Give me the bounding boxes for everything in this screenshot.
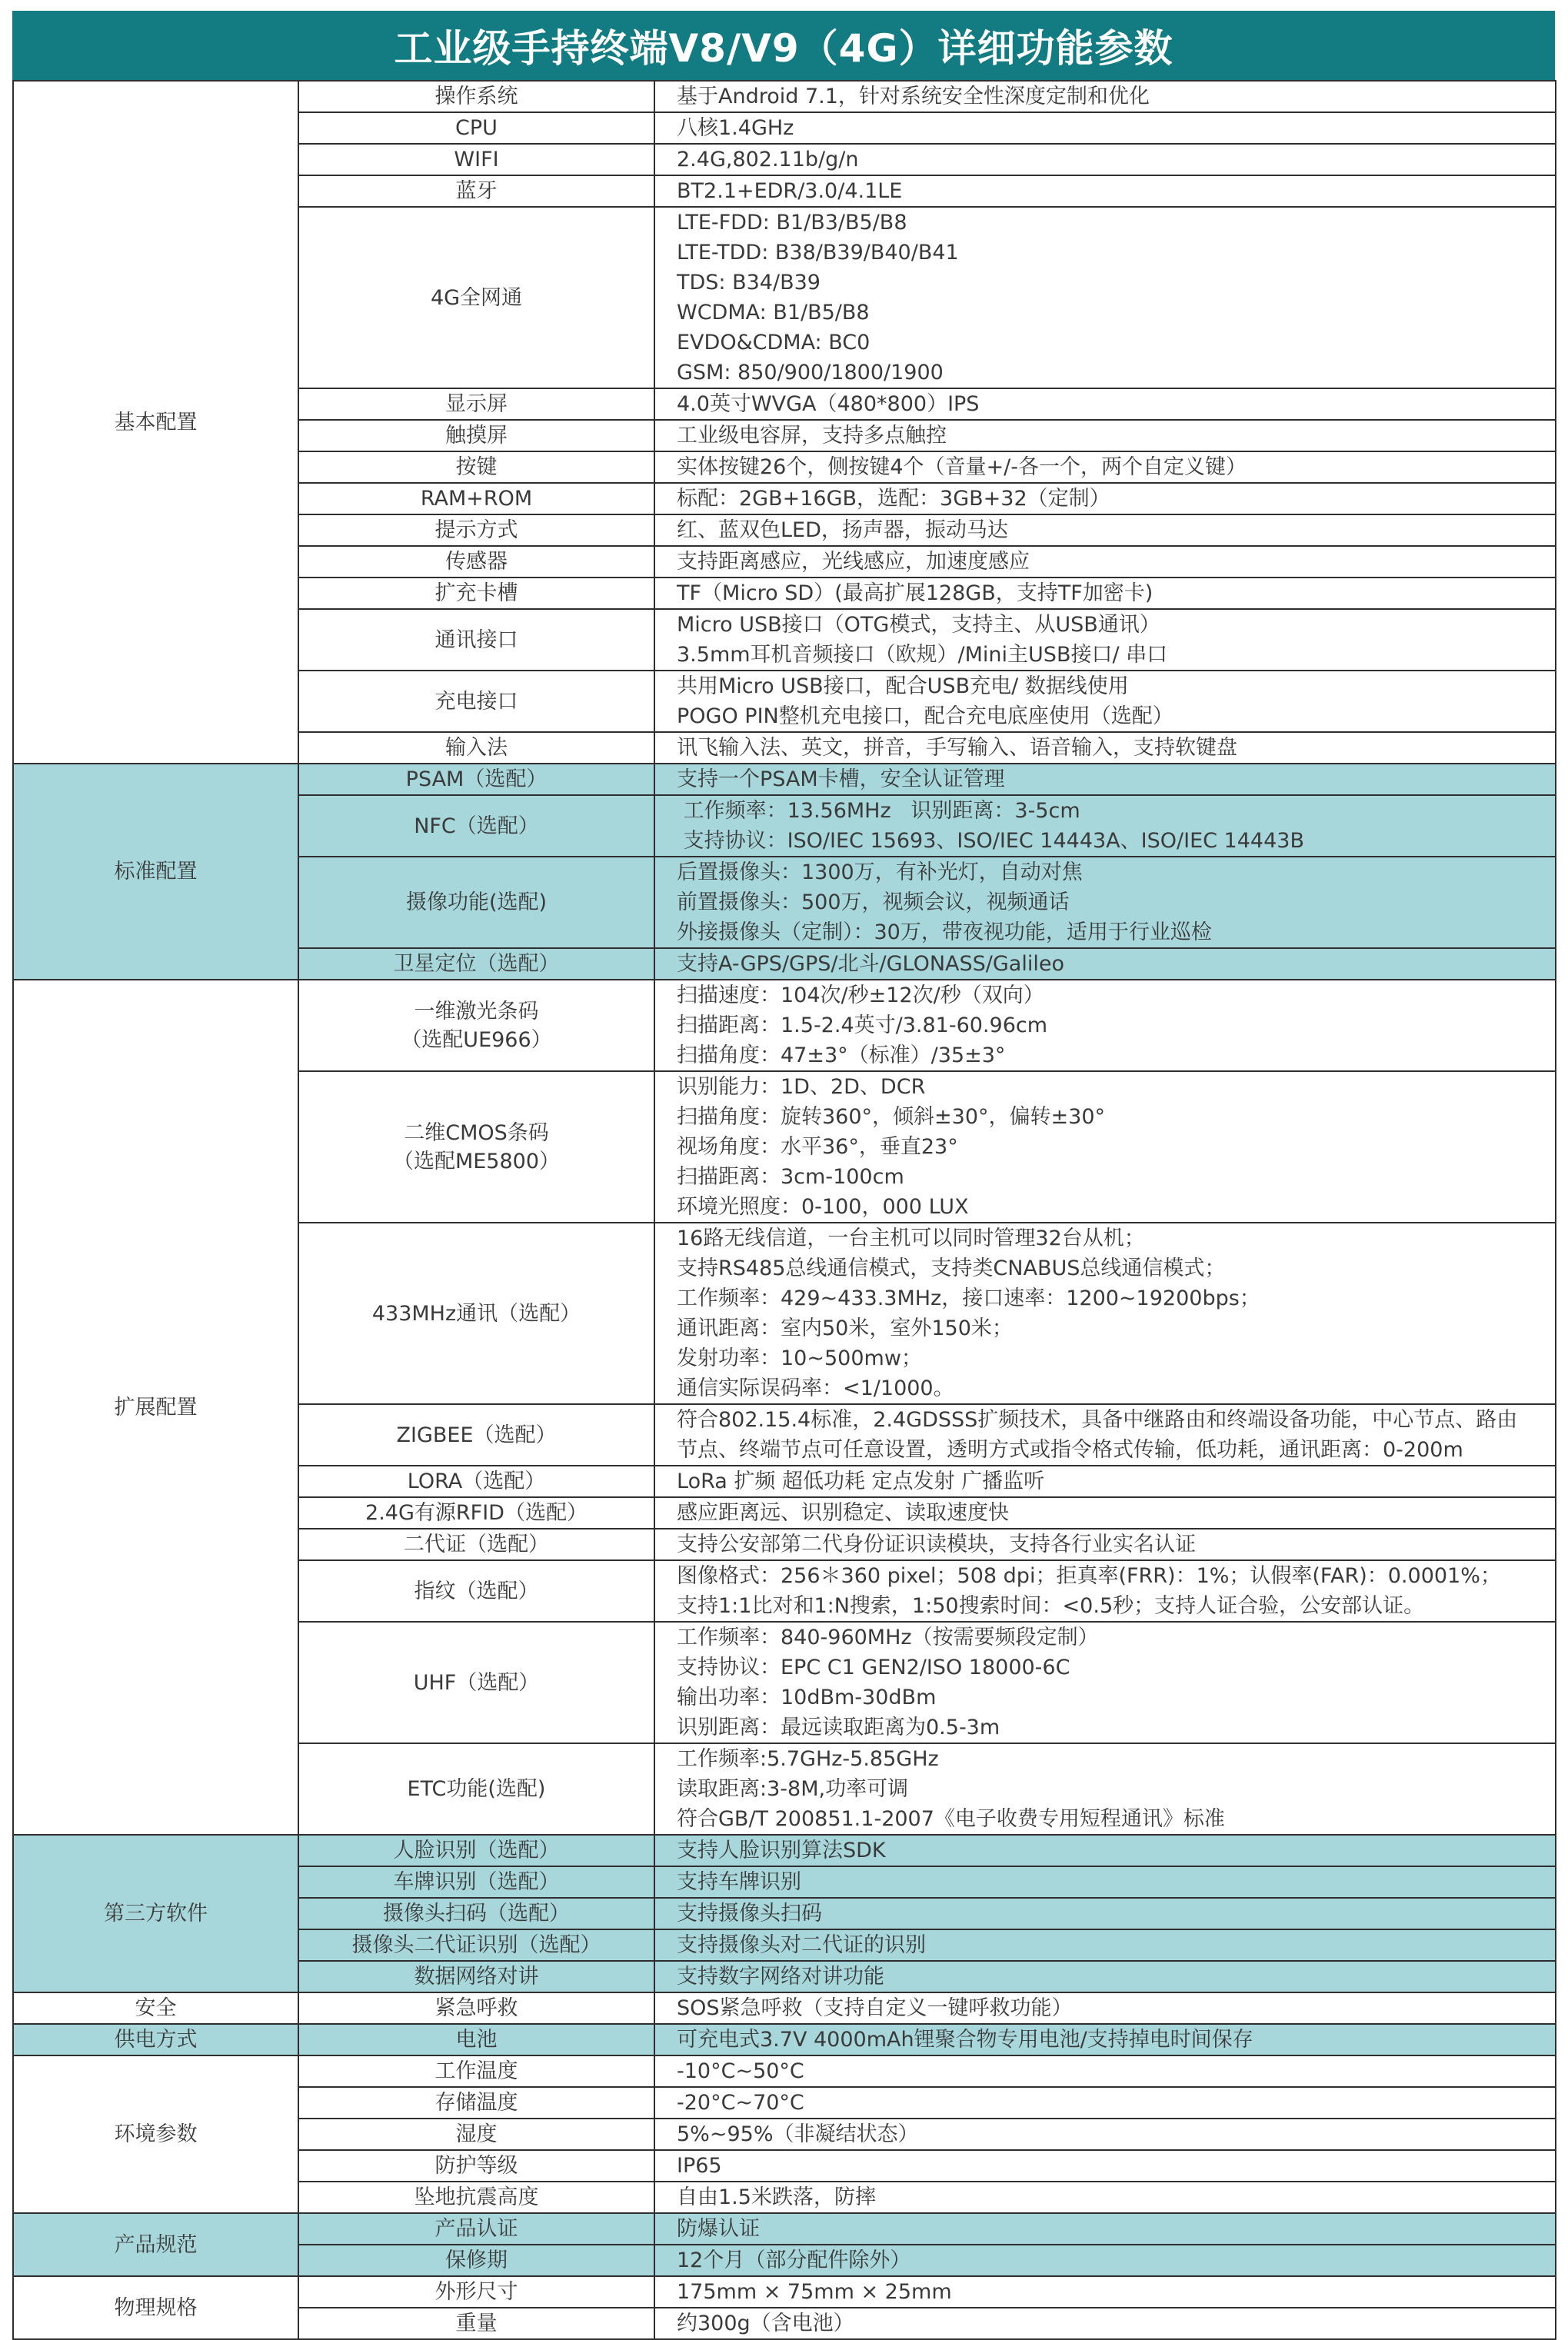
value-cell — [654, 546, 1556, 578]
value-line: 支持协议：EPC C1 GEN2/ISO 18000-6C — [677, 1656, 1070, 1679]
item-cell — [298, 671, 654, 732]
item-cell — [298, 2213, 654, 2245]
value-line: 图像格式：256＊360 pixel；508 dpi；拒真率(FRR)：1%；认假率(FAR)：0.0001%； — [677, 1564, 1501, 1588]
item-label: （选配UE966） — [401, 1027, 552, 1052]
value-line: EVDO&CDMA: BC0 — [677, 331, 871, 354]
item-label: RAM+ROM — [420, 487, 533, 511]
value-cell — [654, 609, 1556, 671]
value-line: 外接摄像头（定制）：30万，带夜视功能，适用于行业巡检 — [677, 920, 1212, 944]
item-cell — [298, 980, 654, 1071]
category-cell — [13, 1992, 298, 2024]
item-label: 保修期 — [445, 2248, 508, 2272]
value-line: -20°C~70°C — [677, 2091, 804, 2115]
item-cell — [298, 1497, 654, 1529]
value-line: 扫描角度：旋转360°，倾斜±30°，偏转±30° — [677, 1105, 1105, 1129]
item-cell — [298, 2150, 654, 2182]
value-line: 支持一个PSAM卡槽，安全认证管理 — [677, 767, 1005, 791]
item-label: ETC功能(选配) — [407, 1777, 546, 1801]
value-cell — [654, 2024, 1556, 2055]
value-cell — [654, 112, 1556, 144]
value-line: 感应距离远、识别稳定、读取速度快 — [677, 1501, 1009, 1525]
item-label: 摄像头二代证识别（选配） — [351, 1933, 601, 1957]
value-line: SOS紧急呼救（支持自定义一键呼救功能） — [677, 1996, 1073, 2020]
item-cell — [298, 175, 654, 207]
category-label: 基本配置 — [114, 410, 198, 434]
item-cell — [298, 514, 654, 546]
value-line: 支持A-GPS/GPS/北斗/GLONASS/Galileo — [677, 952, 1064, 976]
value-line: 环境光照度：0-100，000 LUX — [677, 1195, 969, 1219]
item-cell — [298, 2245, 654, 2276]
item-label: （选配ME5800） — [392, 1149, 561, 1173]
spec-row — [13, 764, 1556, 795]
value-line: 实体按键26个，侧按键4个（音量+/-各一个，两个自定义键） — [677, 455, 1247, 479]
value-line: 讯飞输入法、英文，拼音，手写输入、语音输入，支持软键盘 — [677, 736, 1237, 760]
spec-row — [13, 1992, 1556, 2024]
value-line: 防爆认证 — [677, 2217, 760, 2241]
value-cell — [654, 175, 1556, 207]
category-cell — [13, 764, 298, 980]
value-line: 后置摄像头：1300万，有补光灯，自动对焦 — [677, 860, 1083, 884]
item-cell — [298, 1929, 654, 1961]
value-cell — [654, 1071, 1556, 1223]
item-label: 充电接口 — [434, 689, 518, 714]
value-line: 5%~95%（非凝结状态） — [677, 2122, 919, 2146]
value-cell — [654, 388, 1556, 420]
value-cell — [654, 451, 1556, 483]
item-cell — [298, 609, 654, 671]
value-line: 扫描距离：3cm-100cm — [677, 1165, 904, 1189]
value-line: 工作频率：13.56MHz 识别距离：3-5cm — [677, 799, 1080, 823]
item-label: 卫星定位（选配） — [393, 952, 560, 976]
item-label: 坠地抗震高度 — [414, 2185, 539, 2209]
value-line: 3.5mm耳机音频接口（欧规）/Mini主USB接口/ 串口 — [677, 643, 1168, 667]
item-cell — [298, 1560, 654, 1622]
item-label: 摄像头扫码（选配） — [383, 1902, 570, 1926]
spec-row — [13, 2213, 1556, 2245]
value-cell — [654, 2182, 1556, 2213]
item-label: PSAM（选配） — [405, 767, 548, 791]
item-cell — [298, 732, 654, 764]
item-label: 4G全网通 — [430, 285, 523, 310]
value-cell — [654, 578, 1556, 609]
value-line: 支持人脸识别算法SDK — [677, 1839, 886, 1862]
item-cell — [298, 1223, 654, 1404]
item-label: 摄像功能(选配) — [405, 890, 548, 914]
value-cell — [654, 81, 1556, 112]
category-cell — [13, 2276, 298, 2339]
value-line: 支持数字网络对讲功能 — [677, 1965, 884, 1989]
value-line: 发射功率：10~500mw； — [677, 1346, 922, 1370]
item-cell — [298, 948, 654, 980]
value-line: 2.4G,802.11b/g/n — [677, 148, 859, 171]
value-cell — [654, 2213, 1556, 2245]
value-cell — [654, 514, 1556, 546]
item-cell — [298, 1466, 654, 1497]
value-line: 基于Android 7.1，针对系统安全性深度定制和优化 — [677, 85, 1150, 108]
value-line: IP65 — [677, 2154, 722, 2178]
value-line: 通讯距离：室内50米，室外150米； — [677, 1316, 1013, 1340]
item-label: 按键 — [455, 455, 498, 479]
value-line: 符合802.15.4标准，2.4GDSSS扩频技术，具备中继路由和终端设备功能，中心节点、路由 — [677, 1408, 1518, 1432]
value-line: 支持RS485总线通信模式，支持类CNABUS总线通信模式； — [677, 1257, 1226, 1280]
item-label: 工作温度 — [434, 2059, 518, 2083]
value-line: 红、蓝双色LED，扬声器，振动马达 — [677, 518, 1008, 542]
item-label: WIFI — [454, 148, 499, 171]
value-cell — [654, 2119, 1556, 2150]
value-cell — [654, 1560, 1556, 1622]
value-line: 识别能力：1D、2D、DCR — [677, 1075, 926, 1099]
item-label: LORA（选配） — [407, 1470, 546, 1493]
value-line: 视场角度：水平36°，垂直23° — [677, 1135, 958, 1159]
spec-row — [13, 2276, 1556, 2308]
value-cell — [654, 1743, 1556, 1835]
item-cell — [298, 2119, 654, 2150]
value-cell — [654, 1404, 1556, 1466]
value-line: 工作频率：429~433.3MHz，接口速率：1200~19200bps； — [677, 1287, 1260, 1310]
item-cell — [298, 483, 654, 514]
item-label: 显示屏 — [445, 392, 508, 416]
value-cell — [654, 2308, 1556, 2339]
value-cell — [654, 948, 1556, 980]
value-line: WCDMA: B1/B5/B8 — [677, 301, 870, 325]
value-cell — [654, 732, 1556, 764]
value-cell — [654, 2150, 1556, 2182]
item-cell — [298, 2276, 654, 2308]
item-label: 扩充卡槽 — [434, 581, 518, 605]
value-line: 工作频率:5.7GHz-5.85GHz — [677, 1747, 939, 1771]
value-line: POGO PIN整机充电接口，配合充电底座使用（选配） — [677, 704, 1174, 728]
item-label: 触摸屏 — [445, 424, 508, 448]
item-cell — [298, 764, 654, 795]
value-line: 支持距离感应，光线感应，加速度感应 — [677, 550, 1030, 574]
item-cell — [298, 1071, 654, 1223]
category-cell — [13, 1835, 298, 1992]
item-cell — [298, 1866, 654, 1898]
value-cell — [654, 1835, 1556, 1866]
value-cell — [654, 1223, 1556, 1404]
category-label: 物理规格 — [114, 2295, 198, 2320]
item-label: 二维CMOS条码 — [404, 1120, 549, 1145]
item-label: NFC（选配） — [414, 814, 539, 838]
value-line: BT2.1+EDR/3.0/4.1LE — [677, 179, 903, 203]
item-label: 指纹（选配） — [414, 1579, 539, 1603]
item-cell — [298, 1622, 654, 1743]
value-line: 支持公安部第二代身份证识读模块，支持各行业实名认证 — [677, 1533, 1196, 1556]
value-cell — [654, 2055, 1556, 2087]
item-label: 提示方式 — [434, 518, 518, 542]
value-cell — [654, 2245, 1556, 2276]
value-line: 支持摄像头对二代证的识别 — [677, 1933, 926, 1957]
value-line: 4.0英寸WVGA（480*800）IPS — [677, 392, 980, 416]
value-cell — [654, 420, 1556, 451]
category-cell — [13, 2055, 298, 2213]
value-cell — [654, 980, 1556, 1071]
item-label: 433MHz通讯（选配） — [371, 1301, 581, 1326]
value-line: 工作频率：840-960MHz（按需要频段定制） — [677, 1626, 1099, 1649]
category-cell — [13, 2213, 298, 2276]
spec-row — [13, 2055, 1556, 2087]
value-line: LoRa 扩频 超低功耗 定点发射 广播监听 — [677, 1470, 1045, 1493]
value-line: 八核1.4GHz — [677, 116, 794, 140]
item-label: 蓝牙 — [455, 179, 498, 203]
value-cell — [654, 2087, 1556, 2119]
value-line: LTE-TDD: B38/B39/B40/B41 — [677, 241, 959, 265]
item-label: 产品认证 — [434, 2217, 518, 2241]
spec-row — [13, 980, 1556, 1071]
value-line: 扫描速度：104次/秒±12次/秒（双向） — [677, 984, 1044, 1007]
value-line: 16路无线信道，一台主机可以同时管理32台从机； — [677, 1227, 1145, 1250]
value-line: 扫描距离：1.5-2.4英寸/3.81-60.96cm — [677, 1014, 1048, 1037]
value-line: 支持1:1比对和1:N搜索，1:50搜索时间：<0.5秒；支持人证合验，公安部认证。 — [677, 1594, 1425, 1618]
value-line: 输出功率：10dBm-30dBm — [677, 1686, 937, 1709]
item-cell — [298, 420, 654, 451]
value-line: 约300g（含电池） — [677, 2312, 854, 2335]
value-line: 175mm × 75mm × 25mm — [677, 2280, 952, 2304]
spec-row — [13, 2024, 1556, 2055]
value-line: TF（Micro SD）(最高扩展128GB，支持TF加密卡) — [677, 581, 1154, 605]
value-line: 符合GB/T 200851.1-2007《电子收费专用短程通讯》标准 — [677, 1807, 1225, 1831]
item-label: 一维激光条码 — [414, 999, 539, 1024]
category-cell — [13, 81, 298, 764]
value-line: 支持车牌识别 — [677, 1870, 801, 1894]
value-cell — [654, 671, 1556, 732]
value-cell — [654, 2276, 1556, 2308]
value-line: 标配：2GB+16GB，选配：3GB+32（定制） — [677, 487, 1110, 511]
item-cell — [298, 144, 654, 175]
value-cell — [654, 1929, 1556, 1961]
item-cell — [298, 207, 654, 388]
item-label: 通讯接口 — [434, 627, 518, 652]
item-label: 重量 — [455, 2312, 498, 2335]
category-cell — [13, 980, 298, 1835]
value-line: 可充电式3.7V 4000mAh锂聚合物专用电池/支持掉电时间保存 — [677, 2028, 1253, 2052]
category-label: 供电方式 — [114, 2028, 198, 2052]
item-label: 二代证（选配） — [404, 1533, 549, 1556]
item-cell — [298, 2308, 654, 2339]
value-line: 通信实际误码率：<1/1000。 — [677, 1376, 954, 1400]
value-line: -10°C~50°C — [677, 2059, 804, 2083]
value-cell — [654, 144, 1556, 175]
value-cell — [654, 1497, 1556, 1529]
item-cell — [298, 1529, 654, 1560]
value-line: 自由1.5米跌落，防摔 — [677, 2185, 876, 2209]
value-line: GSM: 850/900/1800/1900 — [677, 361, 944, 384]
item-label: 外形尺寸 — [434, 2280, 518, 2304]
item-cell — [298, 2087, 654, 2119]
value-cell — [654, 857, 1556, 948]
item-cell — [298, 81, 654, 112]
item-label: 湿度 — [455, 2122, 498, 2146]
value-line: 节点、终端节点可任意设置，透明方式或指令格式传输，低功耗，通讯距离：0-200m — [677, 1438, 1463, 1462]
item-label: 数据网络对讲 — [414, 1965, 539, 1989]
value-cell — [654, 1961, 1556, 1992]
page-title-bar — [12, 11, 1555, 80]
value-line: LTE-FDD: B1/B3/B5/B8 — [677, 211, 907, 235]
category-label: 标准配置 — [114, 860, 198, 884]
item-label: 电池 — [455, 2028, 498, 2052]
category-label: 扩展配置 — [114, 1395, 198, 1420]
spec-table — [12, 80, 1556, 2340]
value-line: TDS: B34/B39 — [677, 271, 821, 295]
item-cell — [298, 857, 654, 948]
value-cell — [654, 764, 1556, 795]
item-cell — [298, 578, 654, 609]
item-label: 输入法 — [445, 736, 508, 760]
value-line: 支持协议：ISO/IEC 15693、ISO/IEC 14443A、ISO/IEC 14443B — [677, 829, 1304, 853]
item-cell — [298, 2055, 654, 2087]
value-line: 扫描角度：47±3°（标准）/35±3° — [677, 1044, 1006, 1067]
item-cell — [298, 546, 654, 578]
item-cell — [298, 451, 654, 483]
item-cell — [298, 112, 654, 144]
item-cell — [298, 388, 654, 420]
item-label: 操作系统 — [434, 85, 518, 108]
item-label: 2.4G有源RFID（选配） — [365, 1501, 588, 1525]
item-label: UHF（选配） — [413, 1670, 540, 1695]
item-cell — [298, 1743, 654, 1835]
category-label: 产品规范 — [114, 2232, 198, 2257]
value-cell — [654, 1898, 1556, 1929]
spec-row — [13, 81, 1556, 112]
item-cell — [298, 1835, 654, 1866]
value-line: 读取距离:3-8M,功率可调 — [677, 1777, 909, 1801]
value-line: 支持摄像头扫码 — [677, 1902, 822, 1926]
value-line: 识别距离：最远读取距离为0.5-3m — [677, 1716, 1000, 1739]
item-label: ZIGBEE（选配） — [396, 1423, 557, 1447]
spec-row — [13, 1835, 1556, 1866]
spec-table-body — [13, 81, 1556, 2339]
item-label: CPU — [455, 116, 498, 140]
value-line: 前置摄像头：500万，视频会议，视频通话 — [677, 890, 1070, 914]
item-cell — [298, 1404, 654, 1466]
item-label: 车牌识别（选配） — [393, 1870, 560, 1894]
value-line: 12个月（部分配件除外） — [677, 2248, 911, 2272]
value-cell — [654, 1866, 1556, 1898]
value-cell — [654, 795, 1556, 857]
item-cell — [298, 2182, 654, 2213]
item-label: 紧急呼救 — [434, 1996, 518, 2020]
value-line: Micro USB接口（OTG模式，支持主、从USB通讯） — [677, 613, 1160, 637]
item-cell — [298, 1992, 654, 2024]
value-cell — [654, 1466, 1556, 1497]
item-cell — [298, 2024, 654, 2055]
value-cell — [654, 207, 1556, 388]
value-line: 共用Micro USB接口，配合USB充电/ 数据线使用 — [677, 674, 1129, 698]
category-cell — [13, 2024, 298, 2055]
item-cell — [298, 795, 654, 857]
item-cell — [298, 1961, 654, 1992]
item-label: 存储温度 — [434, 2091, 518, 2115]
value-cell — [654, 1529, 1556, 1560]
value-line: 工业级电容屏，支持多点触控 — [677, 424, 947, 448]
item-label: 防护等级 — [434, 2154, 518, 2178]
item-cell — [298, 1898, 654, 1929]
value-cell — [654, 1992, 1556, 2024]
page-title: 工业级手持终端V8/V9（4G）详细功能参数 — [394, 26, 1174, 71]
item-label: 人脸识别（选配） — [393, 1839, 560, 1862]
category-label: 环境参数 — [114, 2122, 198, 2146]
value-cell — [654, 1622, 1556, 1743]
item-label: 传感器 — [445, 550, 508, 574]
value-cell — [654, 483, 1556, 514]
category-label: 第三方软件 — [104, 1902, 208, 1926]
category-label: 安全 — [135, 1996, 177, 2020]
